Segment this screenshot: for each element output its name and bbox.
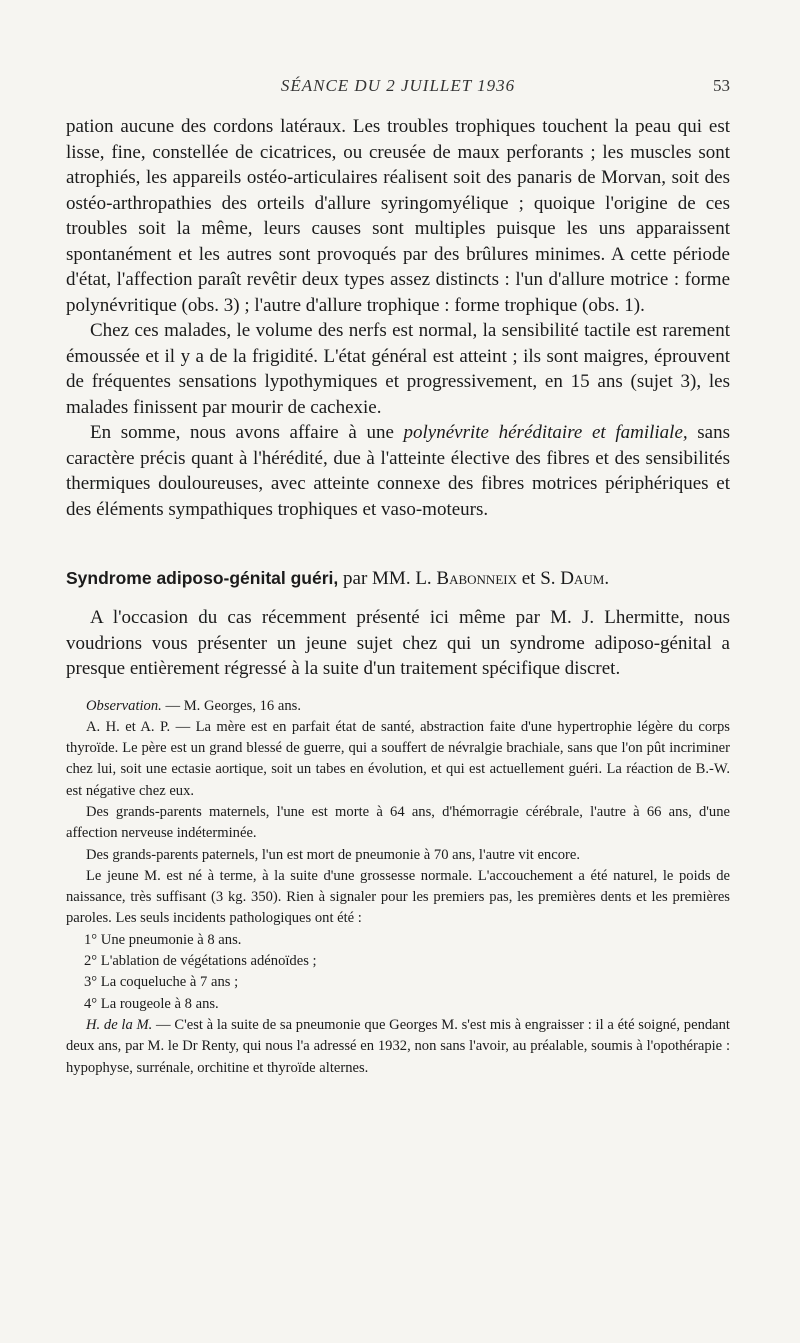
history-label: H. de la M.	[86, 1016, 153, 1033]
list-item: 3° La coqueluche à 7 ans ;	[84, 974, 239, 991]
antecedents-text: — La mère est en parfait état de santé, abstraction faite d'une hypertrophie légère du corps thyroïde. Le père est un grand blessé de guerre, qui a souffert de névralgie brachiale, sans que l'on pût incriminer chez lui, soit une ectasie aortique, soit un tabes en évolution, et qui est actuellement guéri. La réaction de B.-W. est négative chez eux.	[66, 718, 730, 799]
paragraph-conclusion	[66, 420, 730, 522]
antecedents-label: A. H. et A. P.	[86, 718, 171, 735]
list-item: 4° La rougeole à 8 ans.	[84, 995, 219, 1012]
section-title-end: .	[604, 568, 610, 589]
section-intro: A l'occasion du cas récemment présenté ici même par M. J. Lhermitte, nous voudrions vous présenter un jeune sujet chez qui un syndrome adiposo-génital a presque entièrement régressé à la suite d'un traitement spécifique discret.	[66, 607, 730, 679]
history-text: — C'est à la suite de sa pneumonie que Georges M. s'est mis à engraisser : il a été soigné, pendant deux ans, par M. le Dr Renty, qui nous l'a adressé en 1932, non sans l'avoir, au préalable, soumis à l'opothérapie : hypophyse, surrénale, orchitine et thyroïde alternes.	[66, 1016, 730, 1076]
observation-paternal: Des grands-parents paternels, l'un est mort de pneumonie à 70 ans, l'autre vit encore.	[86, 846, 580, 863]
conclusion-diagnosis: polynévrite héréditaire et familiale,	[403, 422, 688, 443]
observation-block	[66, 696, 730, 1079]
paragraph-continuation: pation aucune des cordons latéraux. Les troubles trophiques touchent la peau qui est lisse, fine, constellée de cicatrices, ou creusée de maux perforants ; les muscles sont atrophiés, les appareils ostéo-articulaires réalisent soit des panaris de Morvan, soit des ostéo-arthropathies des orteils d'allure syringomyélique ; quoique l'origine de ces troubles soit la même, leurs causes sont multiples puisque les uns apparaissent spontanément et les autres sont provoqués par des brûlures minimes. A cette période d'état, l'affection paraît revêtir deux types assez distincts : l'un d'allure motrice : forme polynévritique (obs. 3) ; l'autre d'allure trophique : forme trophique (obs. 1).	[66, 116, 730, 316]
paragraph-patients: Chez ces malades, le volume des nerfs est normal, la sensibilité tactile est rarement émoussée et il y a de la frigidité. L'état général est atteint ; ils sont maigres, éprouvent de fréquentes sensations lypothymiques et progressivement, en 15 ans (sujet 3), les malades finissent par mourir de cachexie.	[66, 320, 730, 418]
page-number: 53	[713, 76, 730, 95]
text-column	[66, 114, 730, 1079]
section-title	[66, 566, 730, 591]
conclusion-start: En somme, nous avons affaire à une	[90, 422, 404, 443]
section-intro-block	[66, 605, 730, 682]
section-title-and: et S.	[516, 568, 561, 589]
observation-subject: — M. Georges, 16 ans.	[161, 697, 301, 714]
observation-birth: Le jeune M. est né à terme, à la suite d'une grossesse normale. L'accouchement a été naturel, le poids de naissance, très suffisant (3 kg. 350). Rien à signaler pour les premiers pas, les premières dents et les premières paroles. Les seuls incidents pathologiques ont été :	[66, 867, 730, 927]
page-header	[66, 76, 730, 100]
observation-label: Observation.	[86, 697, 162, 714]
observation-heading	[66, 696, 730, 717]
observation-maternal: Des grands-parents maternels, l'une est morte à 64 ans, d'hémorragie cérébrale, l'autre à 66 ans, d'une affection nerveuse indéterminée.	[66, 803, 730, 842]
section-author-1: Babonneix	[436, 568, 517, 589]
list-item: 2° L'ablation de végétations adénoïdes ;	[84, 953, 317, 970]
conclusion-end: sans caractère précis quant à l'hérédité, due à l'atteinte élective des fibres et des sensibilités thermiques douloureuses, avec atteinte connexe des fibres motrices périphériques et des éléments sympathiques trophiques et vaso-moteurs.	[66, 422, 730, 520]
main-text	[66, 114, 730, 522]
running-title: SÉANCE DU 2 JUILLET 1936	[280, 76, 516, 95]
list-item: 1° Une pneumonie à 8 ans.	[84, 931, 242, 948]
section-title-by: par MM. L.	[338, 568, 437, 589]
observation-history	[66, 1015, 730, 1079]
section-title-bold: Syndrome adiposo-génital guéri,	[66, 568, 339, 588]
section-author-2: Daum	[560, 568, 605, 589]
observation-antecedents	[66, 717, 730, 802]
